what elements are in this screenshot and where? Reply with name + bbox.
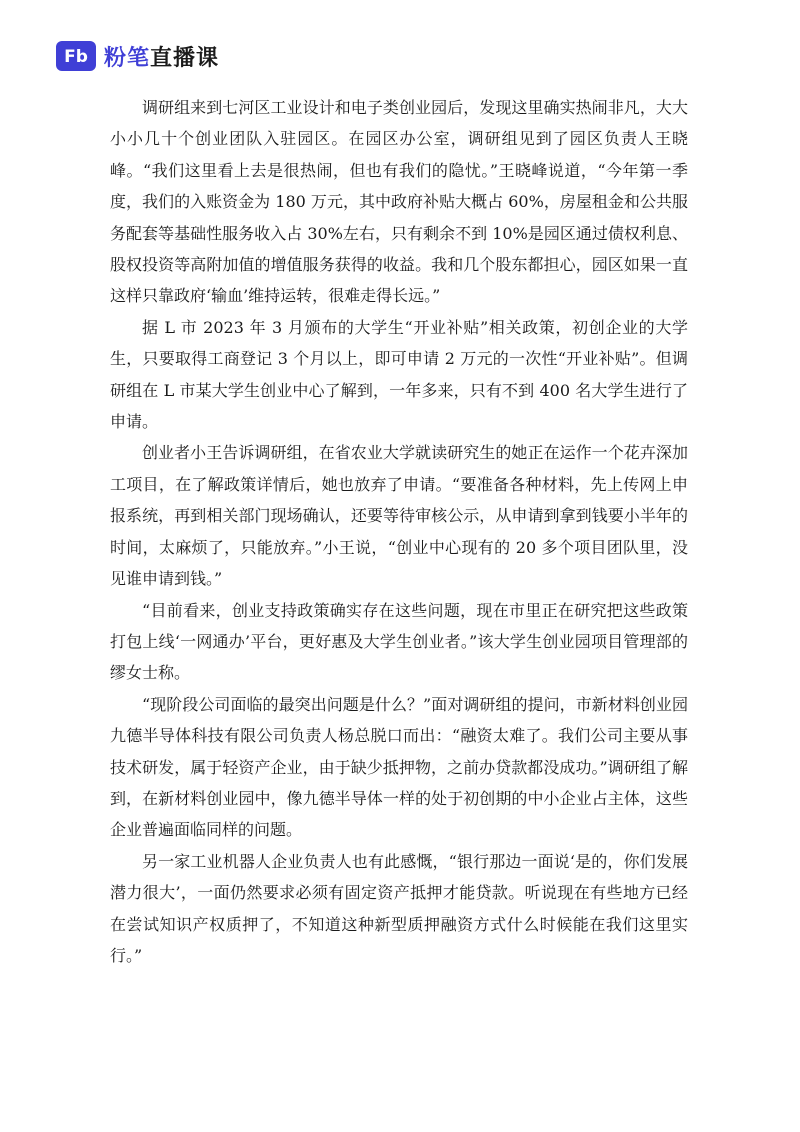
brand-accent: 粉笔 bbox=[104, 45, 151, 71]
brand-name bbox=[104, 41, 219, 72]
paragraph-1: 调研组来到七河区工业设计和电子类创业园后，发现这里确实热闹非凡，大大小小几十个创业团队入驻园区。在园区办公室，调研组见到了园区负责人王晓峰。“我们这里看上去是很热闹，但也有我们的隐忧。”王晓峰说道，“今年第一季度，我们的入账资金为 180 万元，其中政府补贴大概占 60%，房屋租金和公共服务配套等基础性服务收入占 30%左右，只有剩余不到 10%是园区通过债权利息、股权投资等高附加值的增值服务获得的收益。我和几个股东都担心，园区如果一直这样只靠政府‘输血’维持运转，很难走得长远。” bbox=[110, 98, 688, 306]
paragraph-4: “目前看来，创业支持政策确实存在这些问题，现在市里正在研究把这些政策打包上线‘一网通办’平台，更好惠及大学生创业者。”该大学生创业园项目管理部的缪女士称。 bbox=[110, 600, 688, 683]
paragraph-6: 另一家工业机器人企业负责人也有此感慨，“银行那边一面说‘是的，你们发展潜力很大’，一面仍然要求必须有固定资产抵押才能贷款。听说现在有些地方已经在尝试知识产权质押了，不知道这种新型质押融资方式什么时候能在我们这里实行。” bbox=[110, 851, 688, 965]
brand-rest: 直播课 bbox=[150, 45, 220, 71]
paragraph-3: 创业者小王告诉调研组，在省农业大学就读研究生的她正在运作一个花卉深加工项目，在了解政策详情后，她也放弃了申请。“要准备各种材料，先上传网上申报系统，再到相关部门现场确认，还要等待审核公示，从申请到拿到钱要小半年的时间，太麻烦了，只能放弃。”小王说，“创业中心现有的 20 多个项目团队里，没见谁申请到钱。” bbox=[110, 443, 688, 589]
paragraph-2: 据 L 市 2023 年 3 月颁布的大学生“开业补贴”相关政策，初创企业的大学生，只要取得工商登记 3 个月以上，即可申请 2 万元的一次性“开业补贴”。但调研组在 L 市某大学生创业中心了解到，一年多来，只有不到 400 名大学生进行了申请。 bbox=[110, 317, 688, 432]
paragraph-5: “现阶段公司面临的最突出问题是什么？”面对调研组的提问，市新材料创业园九德半导体科技有限公司负责人杨总脱口而出：“融资太难了。我们公司主要从事技术研发，属于轻资产企业，由于缺少抵押物，之前办贷款都没成功。”调研组了解到，在新材料创业园中，像九德半导体一样的处于初创期的中小企业占主体，这些企业普遍面临同样的问题。 bbox=[110, 694, 688, 840]
article-body bbox=[110, 92, 688, 971]
header bbox=[56, 38, 219, 74]
logo-letters: Fb bbox=[64, 47, 88, 67]
fenbi-logo-icon bbox=[56, 41, 96, 71]
